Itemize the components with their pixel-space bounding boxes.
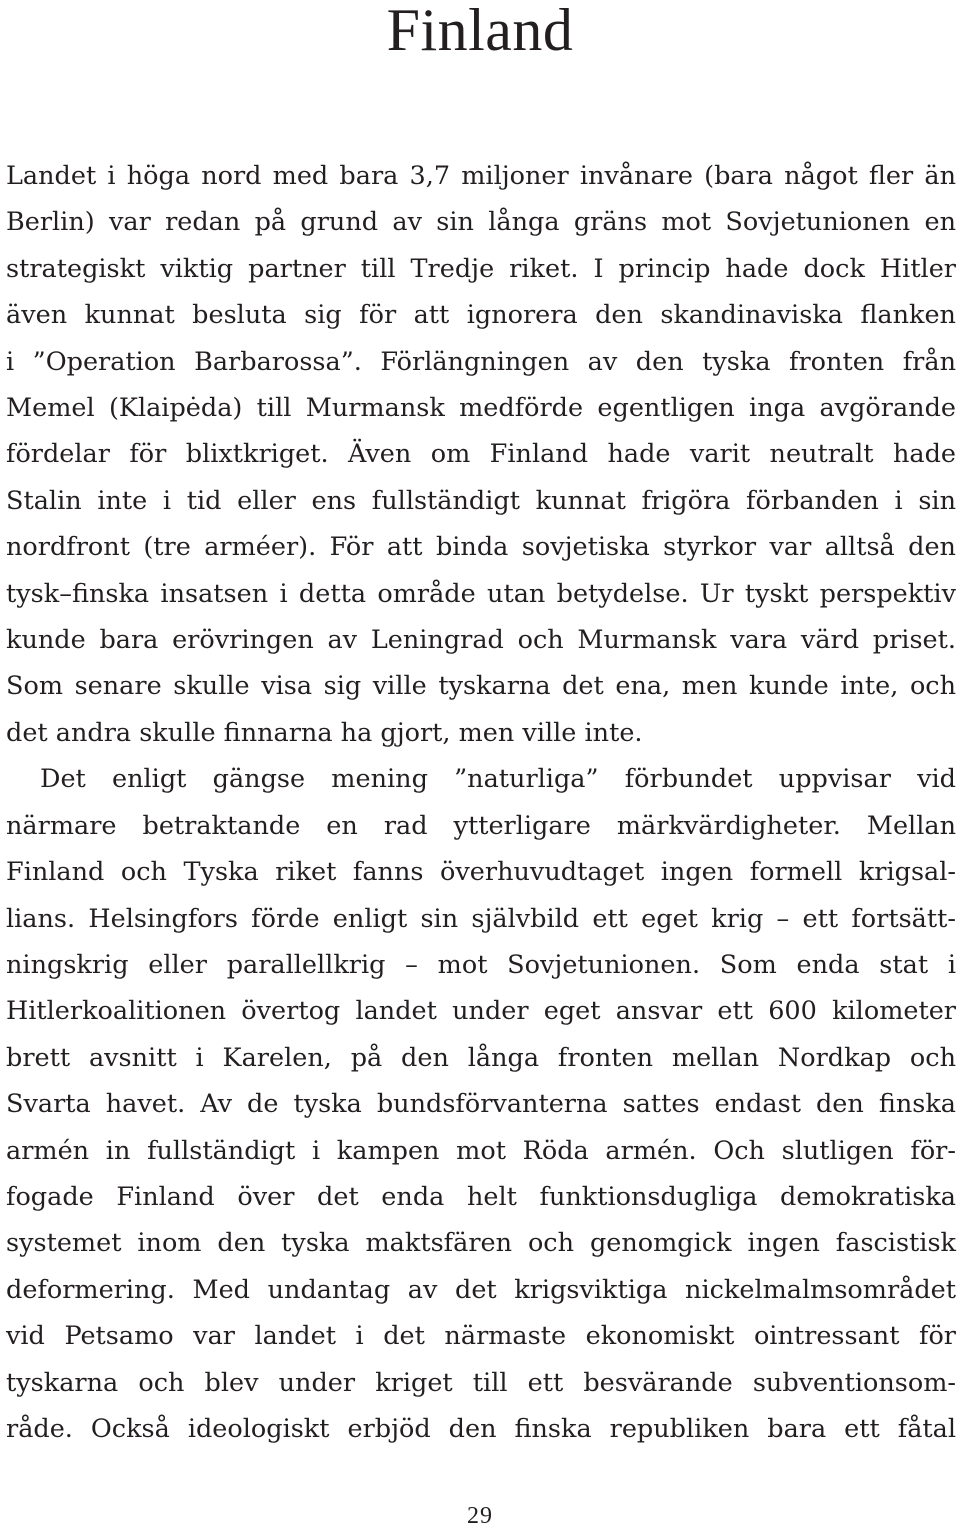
paragraph-1 bbox=[6, 153, 956, 756]
text-line: Svarta havet. Av de tyska bundsförvanterna sattes endast den finska bbox=[6, 1089, 956, 1120]
text-line: vid Petsamo var landet i det närmaste ekonomiskt ointressant för bbox=[6, 1321, 956, 1352]
text-line: Finland och Tyska riket fanns överhuvudtaget ingen formell krigsal- bbox=[6, 857, 956, 888]
body-text bbox=[6, 153, 956, 1452]
text-line: kunde bara erövringen av Leningrad och Murmansk vara värd priset. bbox=[6, 625, 956, 656]
text-line: nordfront (tre arméer). För att binda sovjetiska styrkor var alltså den bbox=[6, 532, 956, 563]
text-line: fördelar för blixtkriget. Även om Finland hade varit neutralt hade bbox=[6, 439, 956, 470]
text-line: armén in fullständigt i kampen mot Röda armén. Och slutligen för- bbox=[6, 1135, 956, 1166]
text-line: i ”Operation Barbarossa”. Förlängningen av den tyska fronten från bbox=[6, 346, 956, 377]
text-line: Memel (Klaipėda) till Murmansk medförde egentligen inga avgörande bbox=[6, 393, 956, 424]
text-line: Berlin) var redan på grund av sin långa gräns mot Sovjetunionen en bbox=[6, 207, 956, 238]
text-line: deformering. Med undantag av det krigsviktiga nickelmalmsområdet bbox=[6, 1274, 956, 1305]
text-line: närmare betraktande en rad ytterligare märkvärdigheter. Mellan bbox=[6, 810, 956, 841]
text-line: lians. Helsingfors förde enligt sin självbild ett eget krig – ett fortsätt- bbox=[6, 903, 956, 934]
text-line: fogade Finland över det enda helt funktionsdugliga demokratiska bbox=[6, 1181, 956, 1212]
text-line: råde. Också ideologiskt erbjöd den finska republiken bara ett fåtal bbox=[6, 1413, 956, 1444]
chapter-title: Finland bbox=[386, 0, 574, 63]
text-line: Hitlerkoalitionen övertog landet under eget ansvar ett 600 kilometer bbox=[6, 996, 956, 1027]
text-line: Stalin inte i tid eller ens fullständigt kunnat frigöra förbanden i sin bbox=[6, 485, 956, 516]
text-line: strategiskt viktig partner till Tredje riket. I princip hade dock Hitler bbox=[6, 253, 956, 284]
paragraph-2 bbox=[6, 756, 956, 1452]
text-line: ningskrig eller parallellkrig – mot Sovjetunionen. Som enda stat i bbox=[6, 949, 956, 980]
text-line: Landet i höga nord med bara 3,7 miljoner invånare (bara något fler än bbox=[6, 161, 956, 191]
text-line: det andra skulle finnarna ha gjort, men ville inte. bbox=[6, 717, 643, 748]
text-line: tysk–finska insatsen i detta område utan betydelse. Ur tyskt perspektiv bbox=[6, 578, 956, 609]
text-line: tyskarna och blev under kriget till ett besvärande subventionsom- bbox=[6, 1367, 956, 1398]
text-line: Det enligt gängse mening ”naturliga” förbundet uppvisar vid bbox=[40, 764, 956, 795]
text-line: brett avsnitt i Karelen, på den långa fronten mellan Nordkap och bbox=[6, 1042, 956, 1073]
text-line: systemet inom den tyska maktsfären och genomgick ingen fascistisk bbox=[6, 1228, 956, 1259]
page-number: 29 bbox=[467, 1503, 493, 1529]
text-line: även kunnat besluta sig för att ignorera den skandinaviska flanken bbox=[6, 300, 956, 331]
text-line: Som senare skulle visa sig ville tyskarna det ena, men kunde inte, och bbox=[6, 671, 956, 702]
